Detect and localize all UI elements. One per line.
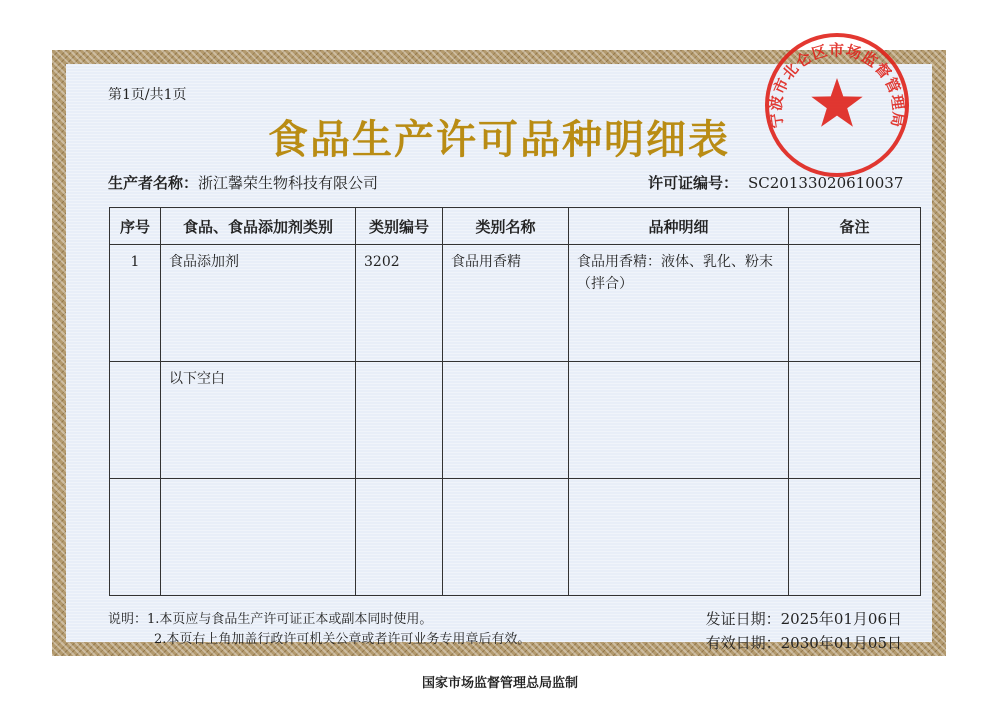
producer-value: 浙江馨荣生物科技有限公司 (198, 174, 379, 192)
cell-category: 以下空白 (161, 362, 356, 479)
table-row (110, 362, 921, 479)
header-category-name: 类别名称 (443, 208, 569, 245)
cell-code: 3202 (356, 245, 443, 362)
cell-seq (110, 479, 161, 596)
issue-date-label: 发证日期： (705, 610, 781, 628)
issue-date (706, 607, 902, 631)
document-title: 食品生产许可品种明细表 (268, 117, 730, 163)
page-indicator: 第1页/共1页 (108, 87, 187, 103)
notes (108, 610, 530, 650)
producer-field (108, 172, 378, 193)
expiry-date-value: 2030年01月05日 (780, 634, 902, 652)
cell-category-name: 食品用香精 (443, 245, 569, 362)
license-value: SC20133020610037 (748, 174, 904, 192)
seal-text: 宁波市北仑区市场监督管理局 (766, 40, 908, 130)
cell-seq: 1 (110, 245, 161, 362)
cell-category: 食品添加剂 (161, 245, 356, 362)
cell-seq (110, 362, 161, 479)
cell-detail (569, 479, 789, 596)
dates-block (706, 607, 902, 655)
cell-detail (569, 362, 789, 479)
header-remark: 备注 (789, 208, 921, 245)
cell-remark (789, 362, 921, 479)
expiry-date (706, 631, 902, 655)
cell-code (356, 479, 443, 596)
star-icon (811, 78, 862, 127)
header-detail: 品种明细 (569, 208, 789, 245)
header-category: 食品、食品添加剂类别 (161, 208, 356, 245)
cell-category-name (443, 362, 569, 479)
producer-label: 生产者名称： (108, 174, 199, 192)
cell-code (356, 362, 443, 479)
detail-table (109, 207, 921, 596)
table-header-row (110, 208, 921, 245)
supervised-by: 国家市场监督管理总局监制 (421, 676, 578, 691)
header-seq: 序号 (110, 208, 161, 245)
table-row (110, 479, 921, 596)
cell-remark (789, 245, 921, 362)
cell-category-name (443, 479, 569, 596)
header-code: 类别编号 (356, 208, 443, 245)
notes-line-2: 2.本页右上角加盖行政许可机关公章或者许可业务专用章后有效。 (154, 632, 531, 647)
issue-date-value: 2025年01月06日 (780, 610, 902, 628)
notes-label: 说明： (108, 612, 148, 627)
cell-remark (789, 479, 921, 596)
cell-detail: 食品用香精：液体、乳化、粉末（拌合） (569, 245, 789, 362)
table-row (110, 245, 921, 362)
cell-category (161, 479, 356, 596)
license-label: 许可证编号： (648, 174, 739, 192)
official-seal (762, 30, 912, 180)
expiry-date-label: 有效日期： (705, 634, 781, 652)
notes-line-1: 1.本页应与食品生产许可证正本或副本同时使用。 (147, 612, 433, 627)
